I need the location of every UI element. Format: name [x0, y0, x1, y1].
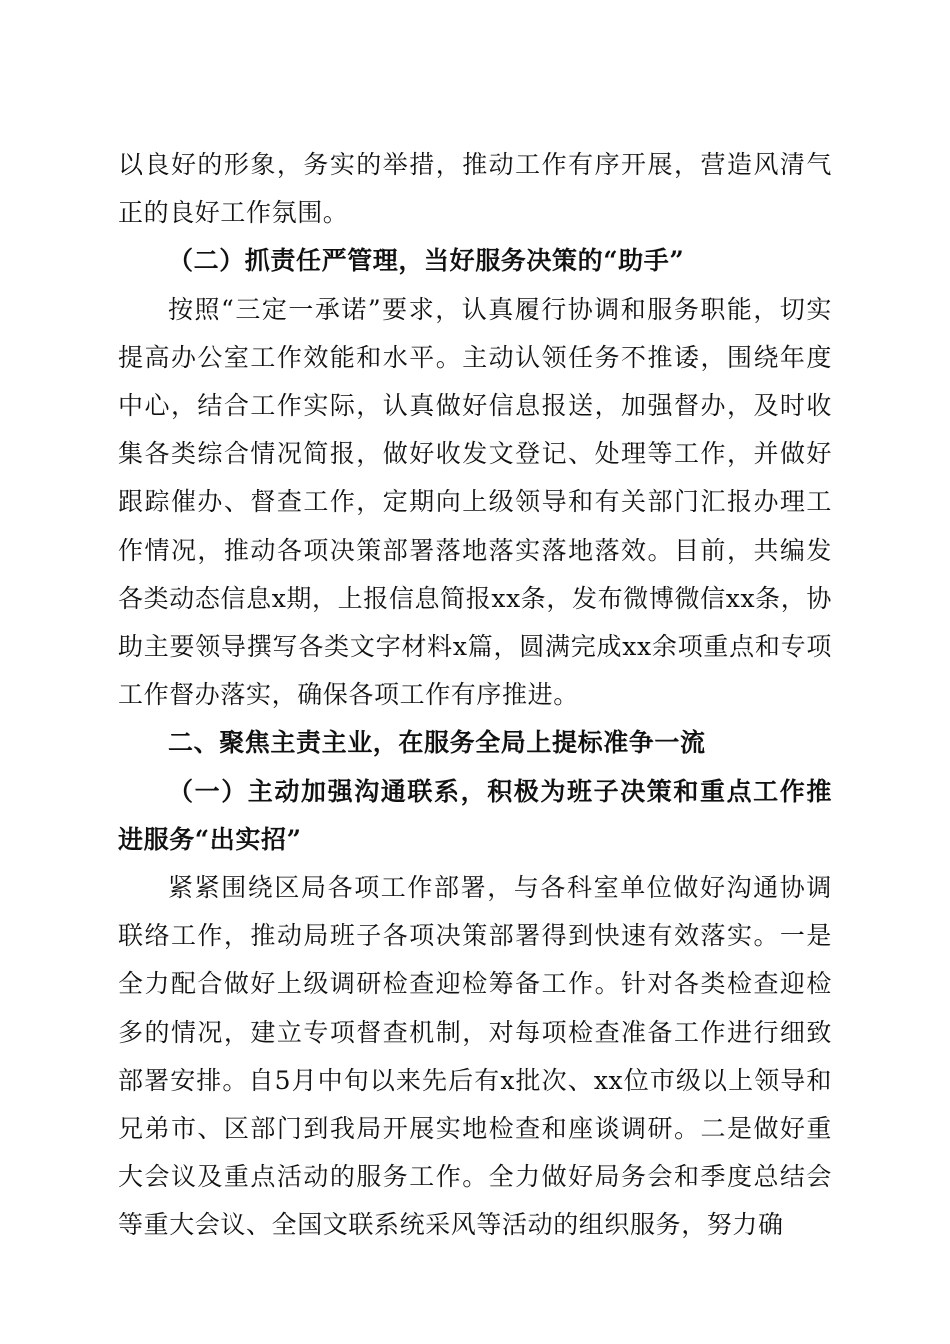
section-heading-2: 二、聚焦主责主业，在服务全局上提标准争一流: [168, 728, 706, 758]
subheading-2: （二）抓责任严管理，当好服务决策的“助手”: [168, 246, 685, 276]
paragraph-1: 以良好的形象，务实的举措，推动工作有序开展，营造风清气正的良好工作氛围。: [118, 150, 832, 228]
subheading-1: （一）主动加强沟通联系，积极为班子决策和重点工作推进服务“出实招”: [118, 776, 832, 854]
document-page: [118, 141, 832, 1250]
paragraph-3: 按照“三定一承诺”要求，认真履行协调和服务职能，切实提高办公室工作效能和水平。主动认领任务不推诿，围绕年度中心，结合工作实际，认真做好信息报送，加强督办，及时收集各类综合情况简报，做好收发文登记、处理等工作，并做好跟踪催办、督查工作，定期向上级领导和有关部门汇报办理工作情况，推动各项决策部署落地落实落地落效。目前，共编发各类动态信息x期，上报信息简报xx条，发布微博微信xx条，协助主要领导撰写各类文字材料x篇，圆满完成xx余项重点和专项工作督办落实，确保各项工作有序推进。: [118, 294, 832, 710]
paragraph-6: 紧紧围绕区局各项工作部署，与各科室单位做好沟通协调联络工作，推动局班子各项决策部署得到快速有效落实。一是全力配合做好上级调研检查迎检筹备工作。针对各类检查迎检多的情况，建立专项督查机制，对每项检查准备工作进行细致部署安排。自5月中旬以来先后有x批次、xx位市级以上领导和兄弟市、区部门到我局开展实地检查和座谈调研。二是做好重大会议及重点活动的服务工作。全力做好局务会和季度总结会等重大会议、全国文联系统采风等活动的组织服务，努力确: [118, 873, 832, 1240]
